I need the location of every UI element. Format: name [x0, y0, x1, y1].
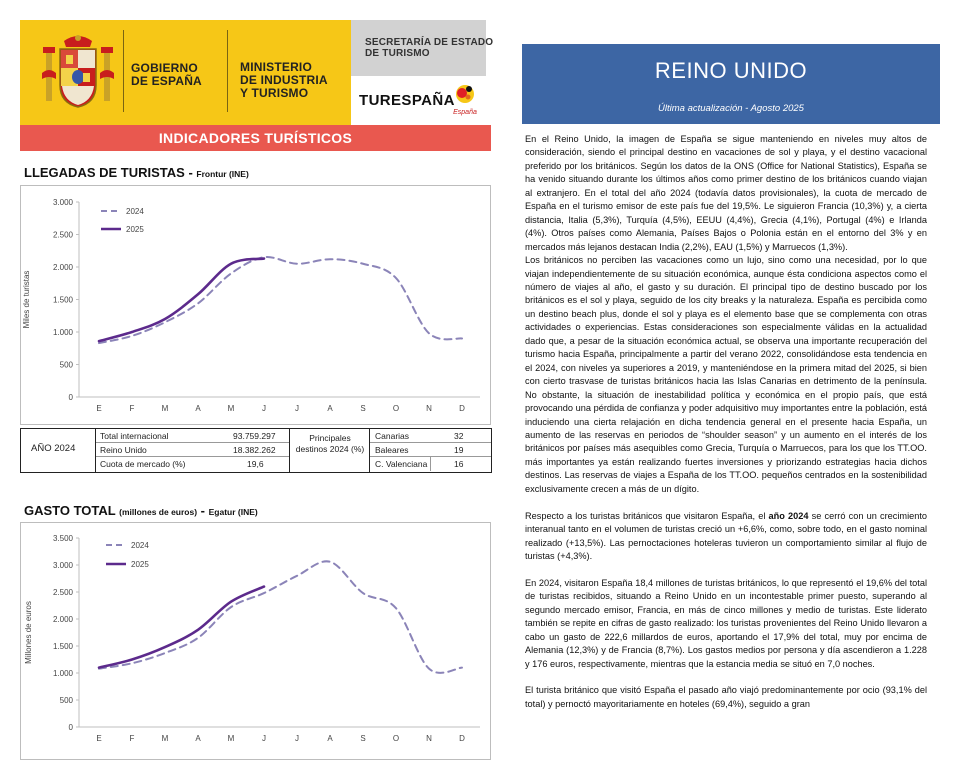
table-row-label: Cuota de mercado (%)	[100, 459, 186, 469]
indicators-title: INDICADORES TURÍSTICOS	[158, 130, 353, 146]
y-tick-label: 0	[68, 393, 73, 402]
x-tick-label: J	[295, 404, 299, 413]
y-tick-label: 2.500	[52, 230, 73, 240]
divider	[227, 30, 228, 112]
x-tick-label: M	[161, 404, 169, 413]
x-tick-label: A	[195, 734, 201, 743]
x-tick-label: M	[227, 734, 235, 743]
y-tick-label: 1.000	[52, 328, 73, 337]
legend-label: 2025	[131, 560, 149, 569]
x-tick-label: N	[426, 404, 432, 413]
country-title: REINO UNIDO	[654, 58, 808, 83]
series-line-2024	[99, 257, 462, 343]
y-tick-label: 3.000	[52, 198, 73, 207]
x-tick-label: J	[295, 734, 299, 743]
country-header	[522, 44, 940, 124]
paragraph: Los británicos no perciben las vacaciones como un lujo, sino como una necesidad, por lo que viajan independientemente de su situación económica, aunque ésta condiciona aspectos como el número de viajes al año, el gasto y su duración. El principal tipo de destino buscado por los británicos es el sol y playa, seguido de los city breaks y la naturaleza. España es percibida como un destino beach plus, donde el sol y playa es el elemento base que se complementa con otras actividades o experiencias. Estas consideraciones son especialmente válidas en la actualidad dado que, a pesar de la situación económica actual, se observa una importante recuperación del turismo hacia España, principalmente a partir del verano 2022, consolidándose esta tendencia en el 2024, con niveles ya superiores a 2019, y manteniéndose en la primera mitad del 2025, si bien con cierto trasvase de turistas británicos hacia las Islas Canarias en detrimento de la península. No obstante, la situación de inestabilidad política y económica en el propio país, que está provocando una pérdida de confianza y poder adquisitivo muy importantes entre la población, está induciendo una cierta relajación en dicha tendencia general en el presente hacia España, un aumento de las reservas en periodos de “shoulder season” y un aumento en el interés de los británicos por países más asequibles como Grecia, Turquía o Marruecos, para los que los TT.OO. más importantes ya están realizando fuertes inversiones y priorizando estrategias hacia dichos destinos. Las reservas de viajes a España de los TT.OO. pequeños centrados en la sostenibilidad exclusivamente crecen a más de un dígito.	[525, 255, 927, 494]
destination-name: C. Valenciana	[375, 459, 428, 469]
destination-name: Canarias	[375, 431, 410, 441]
spending-chart-box	[20, 522, 491, 760]
legend-label: 2024	[126, 207, 144, 216]
y-tick-label: 3.500	[52, 534, 73, 543]
paragraph: En 2024, visitaron España 18,4 millones de turistas británicos, lo que representó el 19,6% del total de turistas recibidos, situando a Reino Unido en un incontestable primer puesto, superando al segundo mercado emisor, Francia, en más de cinco millones y medio de turistas. Este liderato también se repite en cifras de gasto realizado: los turistas provenientes del Reino Unido llevaron a cabo un gasto de 222,6 millardos de euros, aportando el 17,9% del total, muy por encima de Alemania (12,3%) y de Francia (8,7%). Los gastos medios por persona y día ascendieron a 1.228 y 176 euros, respectivamente, mientras que la estancia media se situó en 7,0 noches.	[525, 577, 927, 669]
x-tick-label: M	[227, 404, 235, 413]
destinations-title: Principales destinos 2024 (%)	[295, 433, 365, 454]
x-tick-label: N	[426, 734, 432, 743]
destination-value: 16	[454, 459, 464, 469]
y-tick-label: 2.500	[52, 588, 73, 597]
x-tick-label: J	[262, 734, 266, 743]
x-tick-label: D	[459, 734, 465, 743]
y-tick-label: 1.500	[52, 642, 73, 651]
table-row-value: 93.759.297	[233, 431, 276, 441]
destination-name: Baleares	[375, 445, 409, 455]
x-tick-label: A	[195, 404, 201, 413]
spending-title: GASTO TOTAL (millones de euros) - Egatur (INE)	[24, 503, 258, 518]
x-tick-label: E	[96, 404, 102, 413]
secretaria-label: SECRETARÍA DE ESTADO DE TURISMO	[365, 37, 494, 59]
ministerio-label: MINISTERIO DE INDUSTRIA Y TURISMO	[240, 60, 328, 100]
y-tick-label: 500	[59, 360, 73, 370]
y-tick-label: 2.000	[52, 263, 73, 272]
indicators-band	[20, 125, 491, 151]
table-row-value: 18.382.262	[233, 445, 276, 455]
series-line-2025	[99, 587, 264, 668]
destination-value: 32	[454, 431, 464, 441]
divider	[123, 30, 124, 112]
table-row-label: Reino Unido	[100, 445, 147, 455]
x-tick-label: M	[161, 734, 169, 743]
legend-label: 2024	[131, 541, 149, 550]
x-tick-label: O	[392, 734, 400, 743]
legend-label: 2025	[126, 225, 144, 234]
arrivals-title: LLEGADAS DE TURISTAS - Frontur (INE)	[24, 165, 249, 180]
x-tick-label: J	[262, 404, 266, 413]
turespana-label: TURESPAÑA	[359, 92, 455, 109]
spending-chart	[21, 523, 490, 759]
summary-table	[20, 428, 492, 473]
table-row-value: 19,6	[247, 459, 264, 469]
y-tick-label: 1.000	[52, 669, 73, 678]
x-tick-label: F	[129, 404, 135, 413]
espana-logo-text: España	[453, 109, 477, 116]
x-tick-label: D	[459, 404, 465, 413]
arrivals-chart	[21, 186, 490, 424]
table-row-label: Total internacional	[100, 431, 169, 441]
update-date: Última actualización - Agosto 2025	[658, 103, 804, 114]
y-axis-label: Miles de turistas	[22, 270, 31, 329]
x-tick-label: O	[392, 404, 400, 413]
x-tick-label: A	[327, 404, 333, 413]
y-tick-label: 1.500	[52, 295, 73, 305]
x-tick-label: S	[360, 734, 366, 743]
y-tick-label: 0	[68, 723, 73, 732]
destination-value: 19	[454, 445, 464, 455]
paragraph: Respecto a los turistas británicos que visitaron España, el año 2024 se cerró con un crecimiento interanual tanto en el volumen de turistas creció un +6,6%, como, sobre todo, en el gasto nominal realizado (+13,5%). Las pernoctaciones hoteleras tuvieron un comportamiento similar al flujo de turistas (+4,3%).	[525, 510, 927, 561]
paragraph: En el Reino Unido, la imagen de España se sigue manteniendo en niveles muy altos de consideración, siendo el principal destino en vacaciones de sol y playa, y el destino vacacional preferido por los británicos. Según los datos de la ONS (Office for National Statistics), España se ha venido situando durante los últimos años como primer destino de los británicos cuando viajan al extranjero. En el total del año 2024 (todavía datos provisionales), la cuota de mercado de España en el turismo emisor de este país fue del 19,5%. Le siguieron Francia (10,3%) y, a cierta distancia, Italia (5,3%), Turquía (4,5%), EEUU (4,4%), Grecia (4,1%), Portugal (4%) e Irlanda (4%). Otros países como Alemania, Países Bajos o Polonia están en el entorno del 3% y en mercados más lejanos destacan India (2,2%), EAU (1,5%) y Marruecos (1,3%).	[525, 134, 927, 252]
y-tick-label: 500	[59, 696, 73, 705]
x-tick-label: E	[96, 734, 102, 743]
y-tick-label: 3.000	[52, 561, 73, 570]
paragraph: El turista británico que visitó España el pasado año viajó predominantemente por ocio (93,1% del total) y pernoctó mayoritariamente en hoteles (69,4%), seguido a gran	[525, 685, 927, 709]
table-year: AÑO 2024	[31, 443, 76, 454]
x-tick-label: F	[129, 734, 135, 743]
y-tick-label: 2.000	[52, 615, 73, 624]
x-tick-label: S	[360, 404, 366, 413]
arrivals-chart-box	[20, 185, 491, 425]
gobierno-label: GOBIERNO DE ESPAÑA	[131, 61, 202, 88]
coat-of-arms-icon	[40, 33, 116, 113]
x-tick-label: A	[327, 734, 333, 743]
espana-logo-icon	[448, 82, 482, 118]
body-text	[525, 133, 927, 711]
y-axis-label: Millones de euros	[24, 601, 33, 664]
series-line-2024	[99, 561, 462, 673]
series-line-2025	[99, 259, 264, 342]
